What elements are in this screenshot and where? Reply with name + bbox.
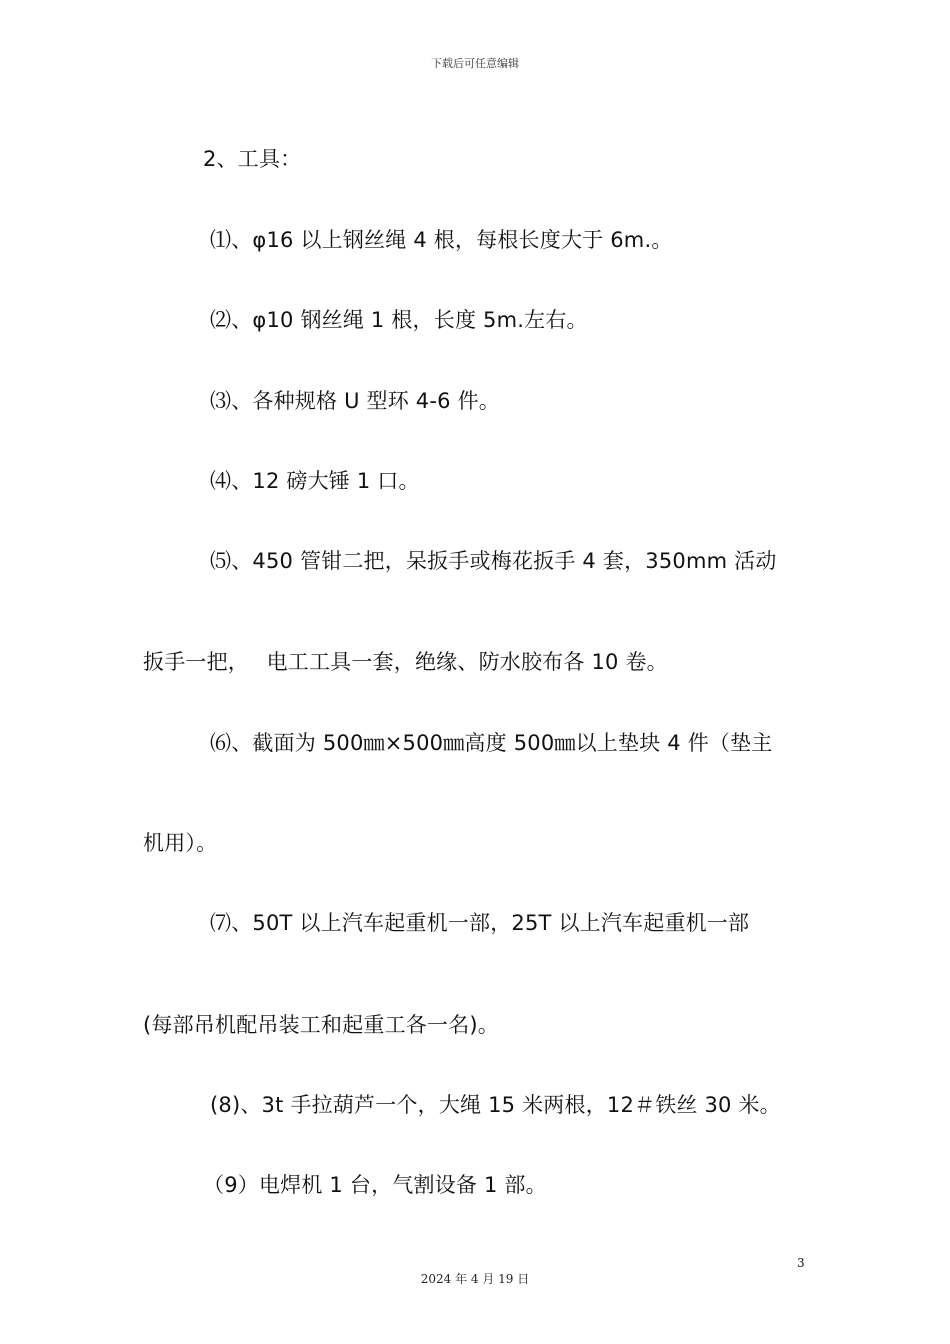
page-number: 3 — [797, 1256, 805, 1270]
list-item: ⑶、各种规格 U 型环 4-6 件。 — [210, 389, 500, 413]
list-item: （9）电焊机 1 台，气割设备 1 部。 — [203, 1173, 547, 1197]
list-item-continuation: 机用）。 — [143, 831, 218, 855]
list-item: ⑴、φ16 以上钢丝绳 4 根，每根长度大于 6m.。 — [210, 228, 673, 252]
list-item: ⑵、φ10 钢丝绳 1 根，长度 5m.左右。 — [210, 308, 588, 332]
footer-date: 2024 年 4 月 19 日 — [420, 1272, 530, 1286]
list-item: ⑹、截面为 500㎜×500㎜高度 500㎜以上垫块 4 件（垫主 — [210, 731, 773, 755]
list-item: ⑺、50T 以上汽车起重机一部，25T 以上汽车起重机一部 — [210, 911, 750, 935]
list-item: ⑷、12 磅大锤 1 口。 — [210, 469, 420, 493]
page-header: 下载后可任意编辑 — [431, 57, 519, 70]
section-heading: 2、工具： — [203, 147, 302, 171]
list-item: (8)、3t 手拉葫芦一个，大绳 15 米两根，12＃铁丝 30 米。 — [210, 1093, 781, 1117]
list-item-continuation: (每部吊机配吊装工和起重工各一名)。 — [143, 1013, 499, 1037]
list-item: ⑸、450 管钳二把，呆扳手或梅花扳手 4 套，350mm 活动 — [210, 549, 777, 573]
list-item-continuation: 扳手一把， 电工工具一套，绝缘、防水胶布各 10 卷。 — [143, 650, 668, 674]
